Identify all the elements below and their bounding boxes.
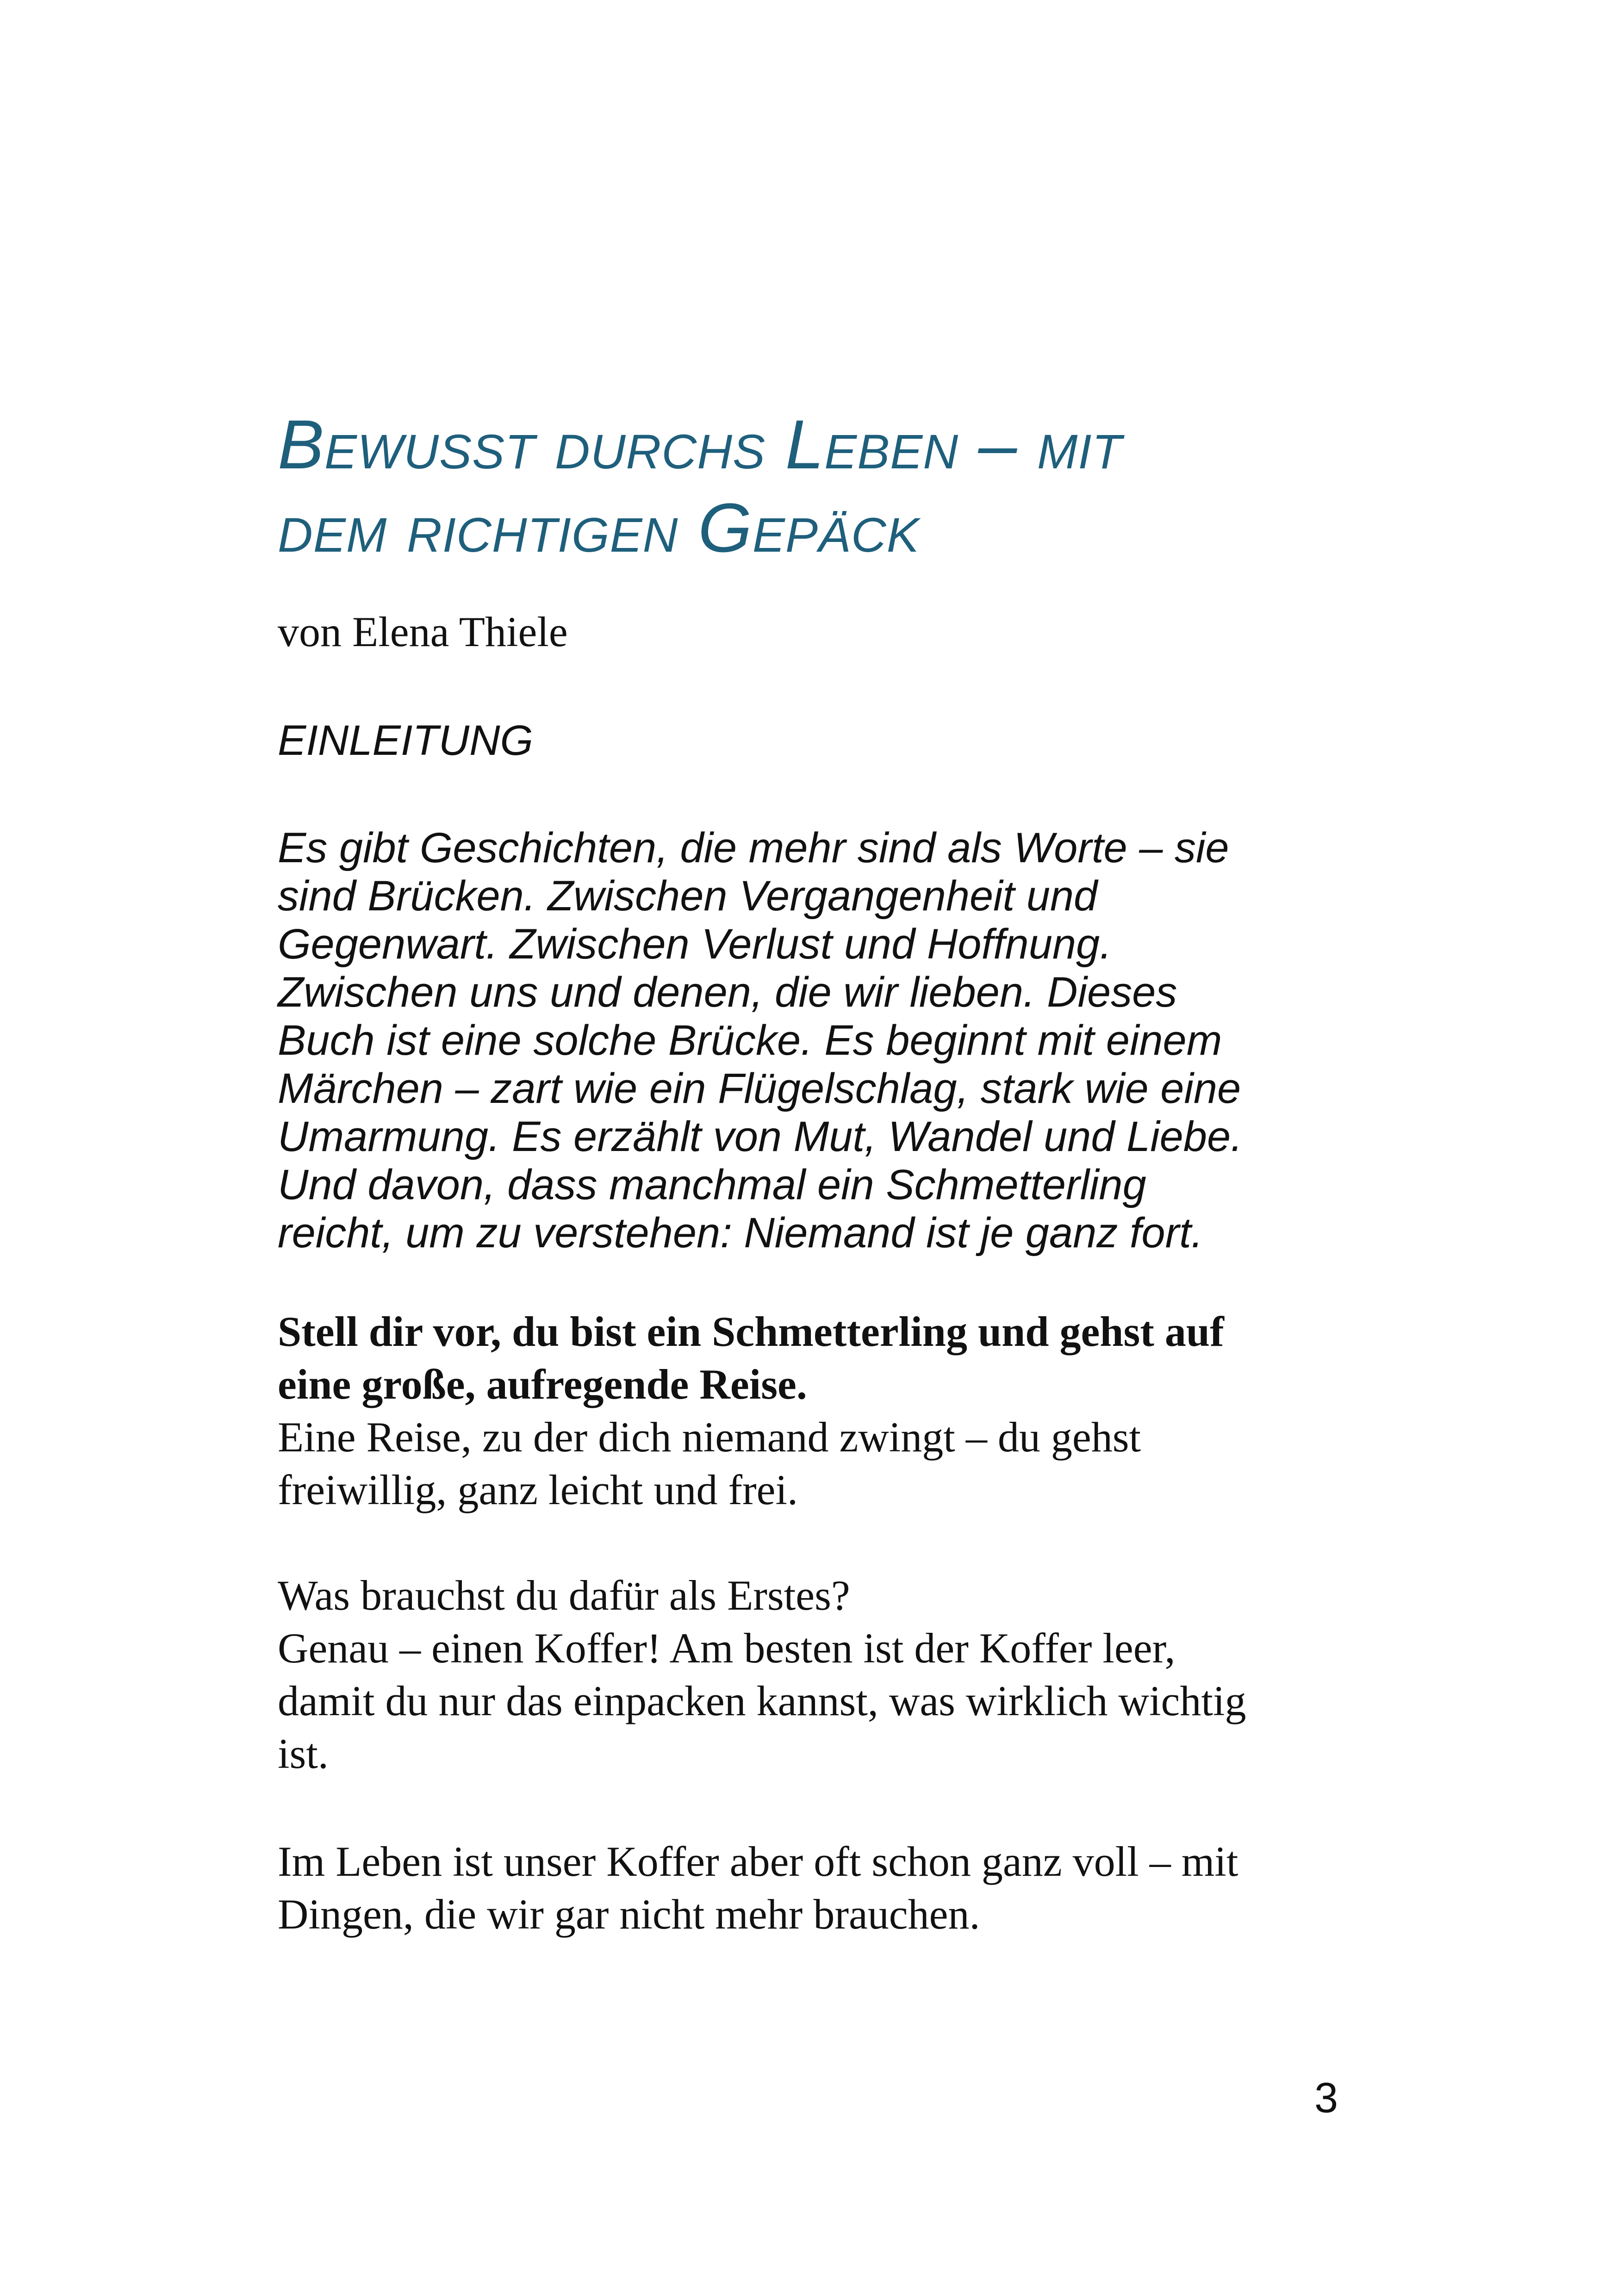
body-line: freiwillig, ganz leicht und frei. [278, 1466, 798, 1513]
intro-line: reicht, um zu verstehen: Niemand ist je ganz fort. [278, 1209, 1203, 1257]
section-heading: EINLEITUNG [278, 717, 534, 764]
body-line: Was brauchst du dafür als Erstes? [278, 1572, 850, 1619]
intro-line: Zwischen uns und denen, die wir lieben. Dieses [278, 969, 1177, 1016]
intro-paragraph [278, 824, 1361, 1257]
intro-line: Es gibt Geschichten, die mehr sind als Worte – sie [278, 824, 1229, 871]
page-number: 3 [1314, 2074, 1338, 2122]
intro-line: Umarmung. Es erzählt von Mut, Wandel und Liebe. [278, 1113, 1243, 1160]
title-line-1: Bewusst durchs Leben – mit [278, 405, 1122, 483]
page-title [278, 403, 1388, 569]
body-line: Eine Reise, zu der dich niemand zwingt – du gehst [278, 1413, 1141, 1461]
body-line: damit du nur das einpacken kannst, was wirklich wichtig [278, 1677, 1246, 1724]
body-paragraph-1 [278, 1305, 1407, 1516]
body-line: Genau – einen Koffer! Am besten ist der Koffer leer, [278, 1624, 1176, 1672]
body-paragraph-2 [278, 1569, 1407, 1780]
body-line: Im Leben ist unser Koffer aber oft schon ganz voll – mit [278, 1838, 1238, 1885]
intro-line: Buch ist eine solche Brücke. Es beginnt mit einem [278, 1017, 1222, 1064]
intro-line: Märchen – zart wie ein Flügelschlag, stark wie eine [278, 1065, 1241, 1112]
intro-line: Und davon, dass manchmal ein Schmetterling [278, 1161, 1146, 1208]
bold-line: eine große, aufregende Reise. [278, 1361, 807, 1408]
body-paragraph-3 [278, 1835, 1407, 1941]
body-line: Dingen, die wir gar nicht mehr brauchen. [278, 1891, 980, 1938]
author-line: von Elena Thiele [278, 608, 568, 655]
intro-line: Gegenwart. Zwischen Verlust und Hoffnung. [278, 921, 1112, 968]
bold-line: Stell dir vor, du bist ein Schmetterling und gehst auf [278, 1308, 1224, 1355]
title-line-2: dem richtigen Gepäck [278, 489, 920, 566]
intro-line: sind Brücken. Zwischen Vergangenheit und [278, 872, 1098, 920]
body-line: ist. [278, 1730, 329, 1777]
